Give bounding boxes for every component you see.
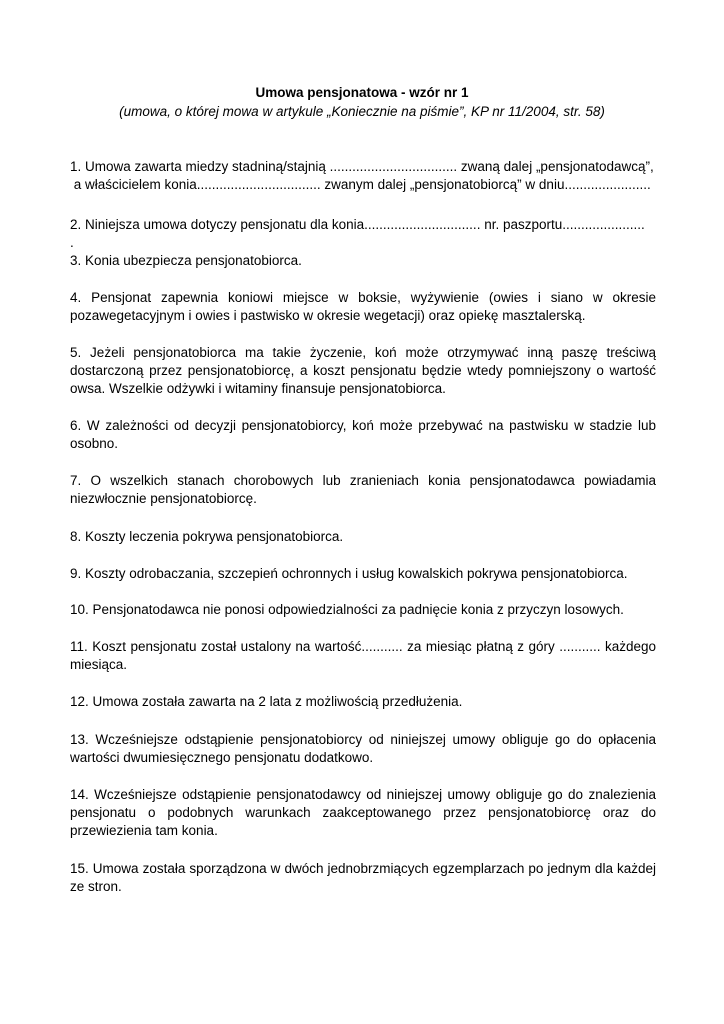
clause-14: 14. Wcześniejsze odstąpienie pensjonatodawcy od niniejszej umowy obliguje go do znalezienia pensjonatu o podobnych warunkach zaakceptowanego przez pensjonatobiorcę oraz do przewiezienia tam konia.	[70, 787, 656, 838]
clause-6: 6. W zależności od decyzji pensjonatobiorcy, koń może przebywać na pastwisku w stadzie lub osobno.	[70, 418, 656, 451]
clause-7: 7. O wszelkich stanach chorobowych lub zranieniach konia pensjonatodawca powiadamia niezwłocznie pensjonatobiorcę.	[70, 473, 656, 506]
clause-1-line-1: 1. Umowa zawarta miedzy stadniną/stajnią .................................. zwaną dalej „pensjonatodawcą”,	[70, 159, 654, 174]
document-title: Umowa pensjonatowa - wzór nr 1	[255, 85, 469, 100]
clause-15: 15. Umowa została sporządzona w dwóch jednobrzmiących egzemplarzach po jednym dla każdej ze stron.	[70, 861, 656, 894]
clause-9: 9. Koszty odrobaczania, szczepień ochronnych i usług kowalskich pokrywa pensjonatobiorca.	[70, 566, 628, 581]
clause-2-dot: .	[70, 235, 74, 250]
clause-5: 5. Jeżeli pensjonatobiorca ma takie życzenie, koń może otrzymywać inną paszę treściwą dostarczoną przez pensjonatobiorcę, a koszt pensjonatu będzie wtedy pomniejszony o wartość owsa. Wszelkie odżywki i witaminy finansuje pensjonatobiorca.	[70, 345, 656, 396]
clause-10: 10. Pensjonatodawca nie ponosi odpowiedzialności za padnięcie konia z przyczyn losowych.	[70, 602, 624, 617]
clause-11: 11. Koszt pensjonatu został ustalony na wartość........... za miesiąc płatną z góry ........... każdego miesiąca.	[70, 639, 656, 672]
clause-8: 8. Koszty leczenia pokrywa pensjonatobiorca.	[70, 529, 344, 544]
clause-13: 13. Wcześniejsze odstąpienie pensjonatobiorcy od niniejszej umowy obliguje go do opłacenia wartości dwumiesięcznego pensjonatu dodatkowo.	[70, 732, 656, 765]
clause-12: 12. Umowa została zawarta na 2 lata z możliwością przedłużenia.	[70, 694, 463, 709]
clause-2-text: 2. Niniejsza umowa dotyczy pensjonatu dla konia............................... nr. paszportu......................	[70, 217, 645, 232]
clause-3: 3. Konia ubezpiecza pensjonatobiorca.	[70, 253, 302, 268]
clause-1	[70, 158, 656, 194]
document-subtitle: (umowa, o której mowa w artykule „Koniecznie na piśmie”, KP nr 11/2004, str. 58)	[119, 104, 605, 119]
clause-4: 4. Pensjonat zapewnia koniowi miejsce w boksie, wyżywienie (owies i siano w okresie pozawegetacyjnym i owies i pastwisko w okresie wegetacji) oraz opiekę masztalerską.	[70, 290, 656, 323]
clause-1-line-2: a właścicielem konia................................. zwanym dalej „pensjonatobiorcą” w dniu.......................	[70, 177, 651, 192]
clause-2	[70, 216, 656, 252]
